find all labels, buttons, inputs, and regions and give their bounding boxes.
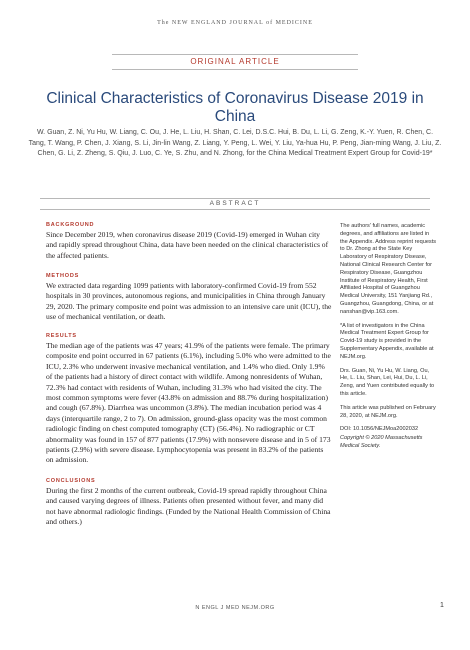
doi-text: DOI: 10.1056/NEJMoa2002032: [340, 426, 419, 433]
section-heading: METHODS: [46, 273, 80, 279]
journal-header: The NEW ENGLAND JOURNAL of MEDICINE: [157, 20, 313, 26]
section-heading: BACKGROUND: [46, 222, 95, 228]
section-text: We extracted data regarding 1099 patients with laboratory-confirmed Covid-19 from 552 hospitals in 30 provinces, autonomous regions, and municipalities in China through January 29, 2020. The primary composite end point was admission to an intensive care unit (ICU), the use of mechanical ventilation, or death.: [46, 281, 332, 322]
equal-contribution-note: Drs. Guan, Ni, Yu Hu, W. Liang, Ou, He, L. Liu, Shan, Lei, Hui, Du, L. Li, Zeng, and Yuen contributed equally to this article.: [340, 367, 435, 397]
article-type-label: ORIGINAL ARTICLE: [112, 54, 358, 70]
investigators-note: *A list of investigators in the China Medical Treatment Expert Group for Covid-19 study is provided in the Supplementary Appendix, available at NEJM.org.: [340, 322, 434, 360]
section-text: The median age of the patients was 47 years; 41.9% of the patients were female. The primary composite end point occurred in 67 patients (6.1%), including 5.0% who were admitted to the ICU, 2.3% who underwent invasive mechanical ventilation, and 1.4% who died. Only 1.9% of the patients had a history of direct contact with wildlife. Among nonresidents of Wuhan, 72.3% had contact with residents of Wuhan, including 31.3% who had visited the city. The most common symptoms were fever (43.8% on admission and 88.7% during hospitalization) and cough (67.8%). Diarrhea was uncommon (3.8%). The median incubation period was 4 days (interquartile range, 2 to 7). On admission, ground-glass opacity was the most common radiologic finding on chest computed tomography (CT) (56.4%). No radiographic or CT abnormality was found in 157 of 877 patients (17.9%) with nonsevere disease and in 5 of 173 patients (2.9%) with severe disease. Lymphocytopenia was present in 83.2% of the patients on admission.: [46, 341, 331, 465]
abstract-section-results: [46, 333, 332, 466]
footer-citation: N ENGL J MED NEJM.ORG: [195, 605, 275, 611]
affiliations-note: The authors' full names, academic degrees, and affiliations are listed in the Appendix. Address reprint requests to Dr. Zhong at the State Key Laboratory of Respiratory Disease, National Clinical Research Center for Respiratory Disease, Guangzhou Institute of Respiratory Health, First Affiliated Hospital of Guangzhou Medical University, 151 Yanjiang Rd., Guangzhou, Guangdong, China, or at nanshan@vip.163.com.: [340, 223, 437, 315]
abstract-section-conclusions: [46, 478, 332, 528]
section-heading: RESULTS: [46, 333, 77, 339]
publication-note: This article was published on February 28, 2020, at NEJM.org.: [340, 404, 436, 419]
section-text: Since December 2019, when coronavirus disease 2019 (Covid-19) emerged in Wuhan city and rapidly spread throughout China, data have been needed on the clinical characteristics of the affected patients.: [46, 230, 329, 260]
section-text: During the first 2 months of the current outbreak, Covid-19 spread rapidly throughout China and caused varying degrees of illness. Patients often presented without fever, and many did not have abnormal radiologic findings. (Funded by the National Health Commission of China and others.): [46, 486, 331, 527]
article-title: Clinical Characteristics of Coronavirus Disease 2019 in China: [46, 90, 424, 125]
author-list: W. Guan, Z. Ni, Yu Hu, W. Liang, C. Ou, J. He, L. Liu, H. Shan, C. Lei, D.S.C. Hui, B. Du, L. Li, G. Zeng, K.-Y. Yuen, R. Chen, C. Tang, T. Wang, P. Chen, J. Xiang, S. Li, Jin-lin Wang, Z. Liang, Y. Peng, L. Wei, Y. Liu, Ya-hua Hu, P. Peng, Jian-ming Wang, J. Liu, Z. Chen, G. Li, Z. Zheng, S. Qiu, J. Luo, C. Ye, S. Zhu, and N. Zhong, for the China Medical Treatment Expert Group for Covid-19*: [28, 129, 442, 158]
sidebar-notes: [340, 223, 438, 457]
section-heading: CONCLUSIONS: [46, 478, 96, 484]
abstract-section-methods: [46, 273, 332, 323]
abstract-section-background: [46, 222, 332, 261]
doi-note: [340, 426, 438, 434]
abstract-label: ABSTRACT: [40, 198, 430, 210]
copyright-note: Copyright © 2020 Massachusetts Medical Society.: [340, 435, 423, 449]
page-number: 1: [440, 602, 444, 609]
